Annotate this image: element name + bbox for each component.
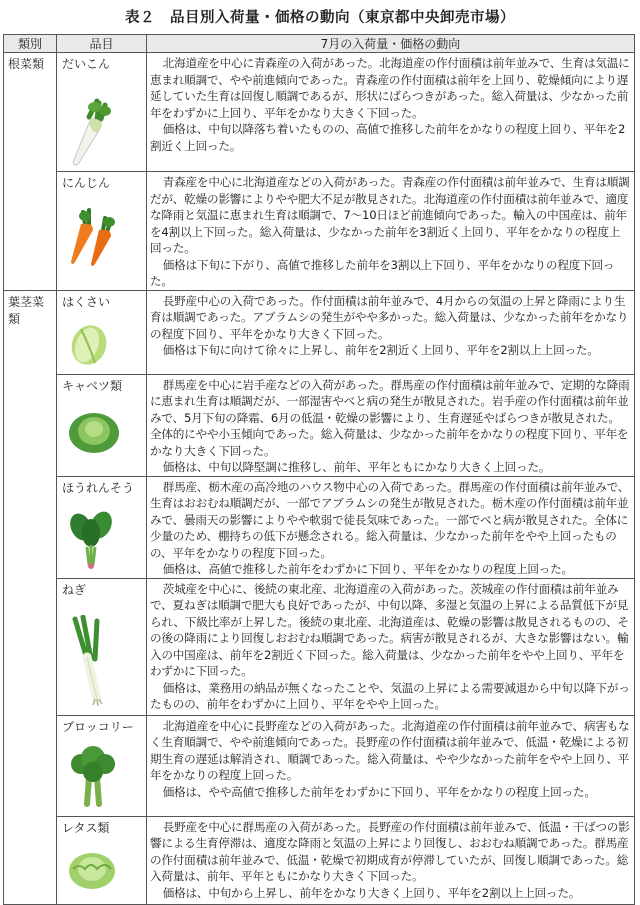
item-name: ほうれんそう: [62, 480, 135, 495]
category-cell: [4, 715, 57, 816]
price-text: 価格は、高値で推移した前年をわずかに下回り、平年をかなりの程度上回った。: [162, 562, 573, 576]
chinese-cabbage-icon: [67, 319, 113, 367]
supply-text: 群馬産を中心に岩手産などの入荷があった。群馬産の作付面積は前年並みで、定期的な降雨に恵まれ生育は順調だが、一部湿害やべと病の発生が散見された。岩手産の作付面積は前年並みで、5月下旬の降霜、6月の低温・乾燥の影響により、生育遅延やばらつきが散見された。全体的にやや小玉傾向であった。総入荷量は、少なかった前年をかなりの程度下回り、平年をかなり大きく下回った。: [150, 377, 630, 458]
spinach-icon: [67, 509, 117, 569]
header-category: 類別: [4, 35, 57, 53]
supply-text: 群馬産、栃木産の高冷地のハウス物中心の入荷であった。群馬産の作付面積は前年並みで、生育はおおむね順調だが、一部でアブラムシの発生が散見された。栃木産の作付面積は前年並みで、曇雨天の影響によりやや軟弱で徒長気味であった。一部でべと病が散見された。全体に少量のため、棚持ちの低下が懸念される。総入荷量は、少なかった前年をやや上回ったものの、平年をかなりの程度下回った。: [150, 479, 630, 560]
price-text: 価格は下旬に向けて徐々に上昇し、前年を2割近く上回り、平年を2割以上上回った。: [162, 343, 599, 357]
price-text: 価格は、中旬から上昇し、前年をかなり大きく上回り、平年を2割以上上回った。: [162, 885, 581, 900]
supply-text: 北海道産を中心に青森産の入荷があった。北海道産の作付面積は前年並みで、生育は気温に恵まれ順調で、やや前進傾向であった。青森産の作付面積は前年を上回り、乾燥傾向により遅延していた生育は回復し順調であるが、形状にばらつきがあった。総入荷量は、少なかった前年をわずかに上回り、平年をかなり大きく下回った。: [150, 56, 630, 120]
table-row: [4, 816, 635, 904]
item-cell: [57, 578, 147, 715]
supply-text: 長野産を中心に群馬産の入荷があった。長野産の作付面積は前年並みで、低温・干ばつの影響による生育停滞は、適度な降雨と気温の上昇により回復し、おおむね順調であった。群馬産の作付面積は前年並みで、低温・乾燥で初期成育が停滞していたが、回復し順調であった。総入荷量は、前年、平年ともにかなり大きく下回った。: [150, 819, 630, 883]
supply-text: 青森産を中心に北海道産などの入荷があった。青森産の作付面積は前年並みで、生育は順調だが、乾燥の影響によりやや肥大不足が散見された。北海道産の作付面積は前年並みで、適度な降雨と気温に恵まれ生育は順調で、7～10日ほど前進傾向であった。輸入の中国産は、前年を4割以上下回った。総入荷量は、少なかった前年を3割近く上回り、平年をかなりの程度上回った。: [150, 175, 630, 255]
table-header-row: [4, 35, 635, 53]
table-row: [4, 578, 635, 715]
item-cell: [57, 374, 147, 476]
item-cell: [57, 715, 147, 816]
lettuce-icon: [67, 847, 117, 891]
table-row: [4, 374, 635, 476]
price-text: 価格は、業務用の納品が無くなったことや、気温の上昇による需要減退から中旬以降下がったものの、前年をわずかに上回り、平年をやや上回った。: [150, 680, 630, 711]
price-text: 価格は、中旬以降落ち着いたものの、高値で推移した前年をかなりの程度上回り、平年を2割近く上回った。: [150, 122, 626, 153]
table-row: [4, 53, 635, 172]
item-cell: [57, 53, 147, 172]
item-name: キャベツ類: [62, 378, 123, 393]
item-cell: [57, 172, 147, 291]
daikon-icon: [67, 97, 115, 169]
produce-trend-table: [3, 34, 635, 905]
item-name: ブロッコリー: [62, 719, 134, 734]
header-trend: 7月の入荷量・価格の動向: [147, 35, 635, 53]
green-onion-icon: [67, 615, 113, 707]
category-cell: [4, 374, 57, 476]
item-name: だいこん: [62, 57, 111, 71]
table-row: [4, 476, 635, 578]
item-name: レタス類: [62, 820, 110, 835]
table-row: [4, 290, 635, 374]
table-title: 表２ 品目別入荷量・価格の動向（東京都中央卸売市場）: [125, 10, 515, 26]
item-name: ねぎ: [62, 582, 87, 597]
category-cell: [4, 578, 57, 715]
trend-cell: [147, 172, 635, 291]
item-cell: [57, 290, 147, 374]
item-name: にんじん: [62, 176, 111, 190]
trend-cell: [147, 290, 635, 374]
header-item: 品目: [57, 35, 147, 53]
price-text: 価格は下旬に下がり、高値で推移した前年を3割以上下回り、平年をかなりの程度下回った。: [150, 257, 615, 288]
carrot-icon: [67, 208, 119, 268]
supply-text: 長野産中心の入荷であった。作付面積は前年並みで、4月からの気温の上昇と降雨により生育は順調であった。アブラムシの発生がやや多かった。総入荷量は、少なかった前年をかなりの程度下回り、平年をかなり大きく下回った。: [150, 293, 629, 341]
trend-cell: [147, 374, 635, 476]
trend-cell: [147, 816, 635, 904]
price-text: 価格は、中旬以降堅調に推移し、前年、平年ともにかなり大きく上回った。: [162, 460, 551, 474]
broccoli-icon: [67, 744, 119, 808]
category-cell: [4, 816, 57, 904]
supply-text: 北海道産を中心に長野産などの入荷があった。北海道産の作付面積は前年並みで、病害もなく生育順調で、やや前進傾向であった。長野産の作付面積は前年並みで、低温・乾燥による初期生育の遅延は解消され、順調であった。総入荷量は、やや少なかった前年をやや上回り、平年をかなりの程度上回った。: [150, 718, 630, 782]
category-root: 根菜類: [4, 53, 57, 172]
supply-text: 茨城産を中心に、後続の東北産、北海道産の入荷があった。茨城産の作付面積は前年並みで、夏ねぎは順調で肥大も良好であったが、中旬以降、多湿と気温の上昇による品質低下が見られ、下級比率が上昇した。後続の東北産、北海道産は、乾燥の影響は散見されるものの、その後の降雨により回復しおおむね順調であった。病害が散見されるが、大きな影響はない。輸入の中国産は、前年を2割近く下回った。総入荷量は、少なかった前年をやや上回り、平年をわずかに下回った。: [150, 581, 629, 678]
table-row: [4, 715, 635, 816]
price-text: 価格は、やや高値で推移した前年をわずかに下回り、平年をかなりの程度上回った。: [162, 784, 596, 799]
item-cell: [57, 476, 147, 578]
trend-cell: [147, 476, 635, 578]
trend-cell: [147, 578, 635, 715]
item-cell: [57, 816, 147, 904]
trend-cell: [147, 53, 635, 172]
table-row: [4, 172, 635, 291]
item-name: はくさい: [62, 294, 111, 309]
trend-cell: [147, 715, 635, 816]
category-leaf: 葉茎菜類: [4, 290, 57, 374]
category-cell: [4, 172, 57, 291]
category-cell: [4, 476, 57, 578]
cabbage-icon: [67, 407, 121, 455]
